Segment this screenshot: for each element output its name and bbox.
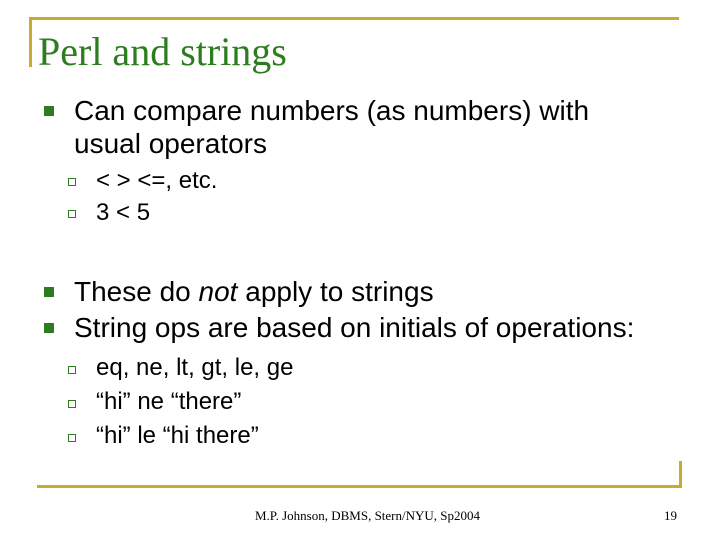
square-bullet-icon xyxy=(44,287,54,297)
square-bullet-icon xyxy=(44,323,54,333)
hollow-square-bullet-icon xyxy=(68,366,76,374)
frame-right-line xyxy=(679,461,682,488)
bullet-text-line2: usual operators xyxy=(74,128,268,159)
sub-bullet-text: < > <=, etc. xyxy=(96,167,218,194)
square-bullet-icon xyxy=(44,106,54,116)
hollow-square-bullet-icon xyxy=(68,178,76,186)
slide-title: Perl and strings xyxy=(38,29,287,74)
bullet-text: String ops are based on initials of operations: xyxy=(74,312,635,343)
bullet-text-part: These do xyxy=(74,276,199,307)
frame-top-line xyxy=(29,17,679,20)
bullet-text xyxy=(74,275,434,308)
sub-bullet-text: “hi” le “hi there” xyxy=(96,422,259,449)
bullet-text-emphasis: not xyxy=(198,276,238,307)
page-number: 19 xyxy=(664,508,677,523)
frame-left-line xyxy=(29,17,32,67)
hollow-square-bullet-icon xyxy=(68,434,76,442)
frame-bottom-line xyxy=(37,485,682,488)
hollow-square-bullet-icon xyxy=(68,400,76,408)
sub-bullet-text: 3 < 5 xyxy=(96,199,151,226)
sub-bullet-text: eq, ne, lt, gt, le, ge xyxy=(96,354,294,381)
bullet-text-part: apply to strings xyxy=(237,276,434,307)
bullet-text-line1: Can compare numbers (as numbers) with xyxy=(74,95,590,126)
sub-bullet-text: “hi” ne “there” xyxy=(96,388,242,415)
hollow-square-bullet-icon xyxy=(68,210,76,218)
footer-text: M.P. Johnson, DBMS, Stern/NYU, Sp2004 xyxy=(255,508,481,523)
